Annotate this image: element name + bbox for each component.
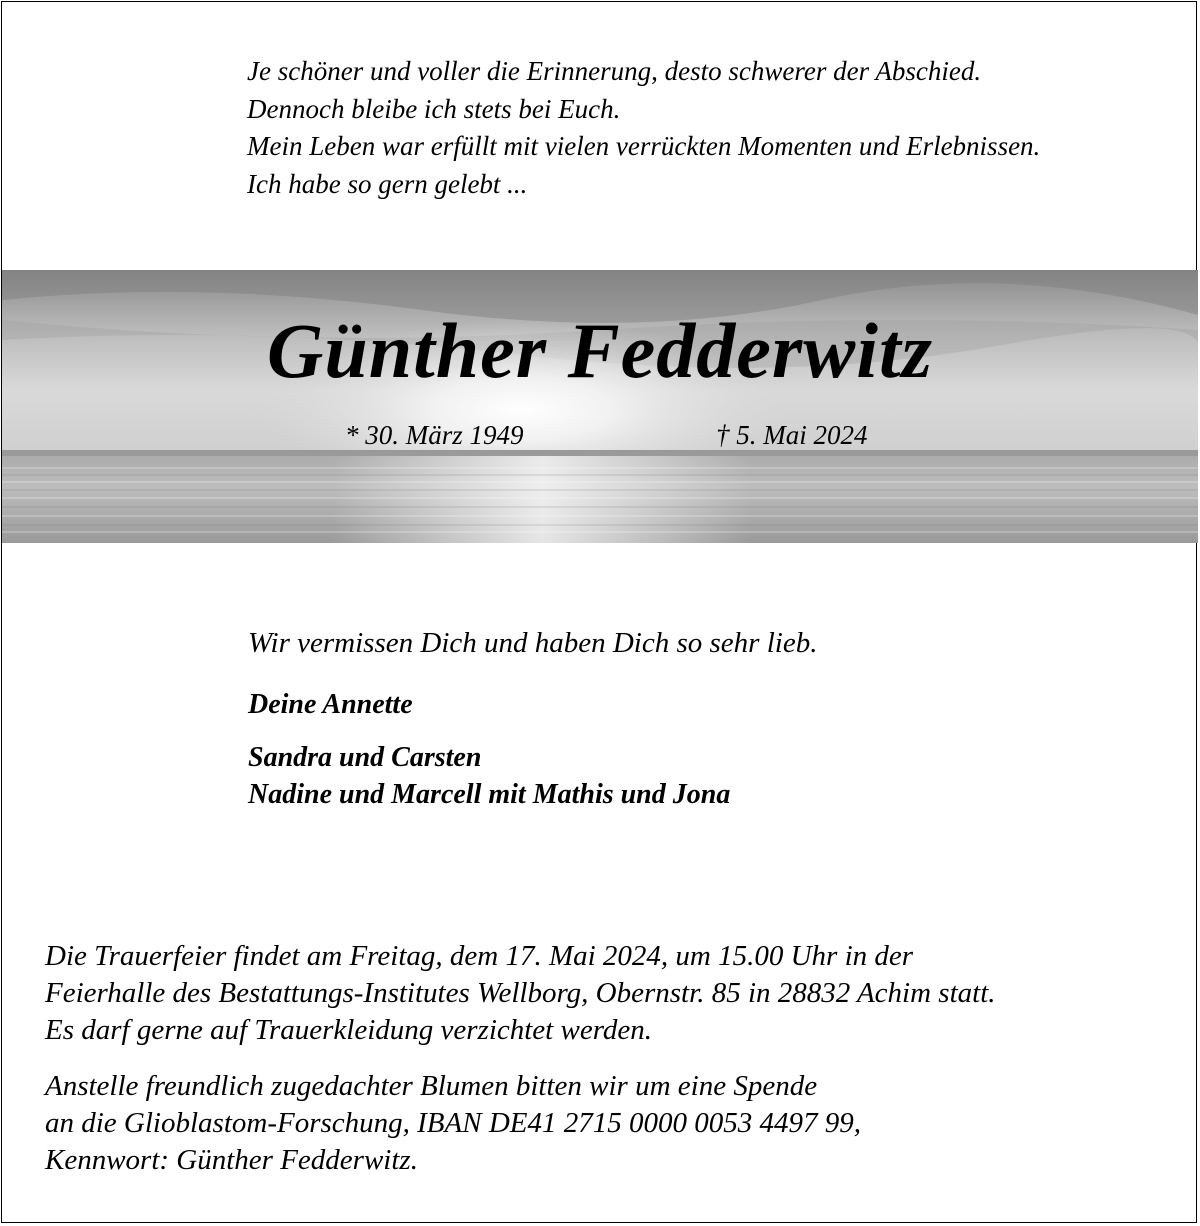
poem-line: Je schöner und voller die Erinnerung, desto schwerer der Abschied. xyxy=(247,56,982,86)
birth-date: * 30. März 1949 xyxy=(345,420,524,450)
signer-line: Sandra und Carsten xyxy=(248,742,482,773)
donation-line: an die Glioblastom-Forschung, IBAN DE41 2715 0000 0053 4497 99, xyxy=(45,1107,861,1139)
signer-primary: Deine Annette xyxy=(248,689,413,720)
service-line: Es darf gerne auf Trauerkleidung verzichtet werden. xyxy=(45,1014,653,1046)
donation-line: Anstelle freundlich zugedachter Blumen bitten wir um eine Spende xyxy=(45,1070,818,1102)
death-date: † 5. Mai 2024 xyxy=(716,420,868,450)
signer-line: Nadine und Marcell mit Mathis und Jona xyxy=(248,779,731,810)
donation-line: Kennwort: Günther Fedderwitz. xyxy=(45,1144,418,1176)
poem-line: Ich habe so gern gelebt ... xyxy=(247,168,528,199)
poem-line: Mein Leben war erfüllt mit vielen verrückten Momenten und Erlebnissen. xyxy=(247,131,1041,161)
funeral-service-notice xyxy=(45,938,996,1049)
signers-family xyxy=(248,739,730,813)
donation-notice xyxy=(45,1068,861,1179)
service-line: Die Trauerfeier findet am Freitag, dem 17. Mai 2024, um 15.00 Uhr in der xyxy=(45,940,914,972)
poem-line: Dennoch bleibe ich stets bei Euch. xyxy=(247,93,621,124)
farewell-message: Wir vermissen Dich und haben Dich so sehr lieb. xyxy=(248,627,818,659)
poem xyxy=(247,53,1040,203)
deceased-name: Günther Fedderwitz xyxy=(267,307,933,394)
service-line: Feierhalle des Bestattungs-Institutes Wellborg, Obernstr. 85 in 28832 Achim statt. xyxy=(45,977,996,1009)
